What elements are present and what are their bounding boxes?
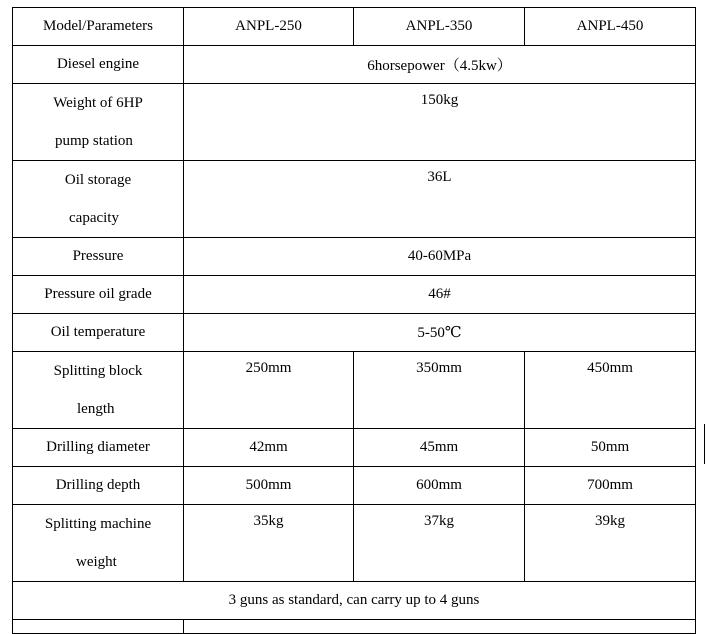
- machine-weight-label: [13, 505, 184, 582]
- pump-weight-label: [13, 84, 184, 161]
- row-drilling-diameter: [13, 429, 696, 467]
- pressure-label: Pressure: [13, 238, 184, 276]
- drilling-diameter-350: 45mm: [354, 429, 525, 467]
- drilling-diameter-label: Drilling diameter: [13, 429, 184, 467]
- row-oil-temperature: [13, 314, 696, 352]
- oil-storage-label-line1: Oil storage: [64, 172, 132, 188]
- block-length-label-line2: length: [77, 401, 115, 417]
- drilling-depth-450: 700mm: [525, 467, 696, 505]
- model-350-header: ANPL-350: [354, 8, 525, 46]
- drilling-depth-250: 500mm: [184, 467, 354, 505]
- block-length-450: 450mm: [525, 352, 696, 429]
- machine-weight-label-line2: weight: [76, 554, 117, 570]
- oil-grade-label: Pressure oil grade: [13, 276, 184, 314]
- row-block-length: [13, 352, 696, 429]
- row-oil-grade: [13, 276, 696, 314]
- model-450-header: ANPL-450: [525, 8, 696, 46]
- row-diesel-engine: [13, 46, 696, 84]
- block-length-label-line1: Splitting block: [53, 363, 143, 379]
- header-row: [13, 8, 696, 46]
- drilling-diameter-250: 42mm: [184, 429, 354, 467]
- pump-weight-label-line1: Weight of 6HP: [53, 95, 143, 111]
- drilling-diameter-450: 50mm: [525, 429, 696, 467]
- block-length-350: 350mm: [354, 352, 525, 429]
- oil-temperature-value: 5-50℃: [184, 314, 696, 352]
- oil-storage-value: 36L: [184, 161, 696, 238]
- diesel-engine-label: Diesel engine: [13, 46, 184, 84]
- pump-weight-value: 150kg: [184, 84, 696, 161]
- oil-temperature-label: Oil temperature: [13, 314, 184, 352]
- row-pump-weight: [13, 84, 696, 161]
- spec-table: [12, 7, 696, 634]
- model-250-header: ANPL-250: [184, 8, 354, 46]
- oil-grade-value: 46#: [184, 276, 696, 314]
- oil-storage-label-line2: capacity: [69, 210, 119, 226]
- scroll-edge-mark: [704, 424, 705, 464]
- row-oil-storage: [13, 161, 696, 238]
- oil-storage-label: [13, 161, 184, 238]
- header-label-cell: Model/Parameters: [13, 8, 184, 46]
- pump-weight-label-line2: pump station: [55, 133, 133, 149]
- row-machine-weight: [13, 505, 696, 582]
- row-footer-note: [13, 582, 696, 620]
- row-pressure: [13, 238, 696, 276]
- machine-weight-label-line1: Splitting machine: [44, 516, 152, 532]
- machine-weight-450: 39kg: [525, 505, 696, 582]
- drilling-depth-350: 600mm: [354, 467, 525, 505]
- machine-weight-350: 37kg: [354, 505, 525, 582]
- block-length-label: [13, 352, 184, 429]
- machine-weight-250: 35kg: [184, 505, 354, 582]
- row-drilling-depth: [13, 467, 696, 505]
- pressure-value: 40-60MPa: [184, 238, 696, 276]
- drilling-depth-label: Drilling depth: [13, 467, 184, 505]
- block-length-250: 250mm: [184, 352, 354, 429]
- footer-note: 3 guns as standard, can carry up to 4 guns: [13, 582, 696, 620]
- diesel-engine-value: 6horsepower（4.5kw）: [184, 46, 696, 84]
